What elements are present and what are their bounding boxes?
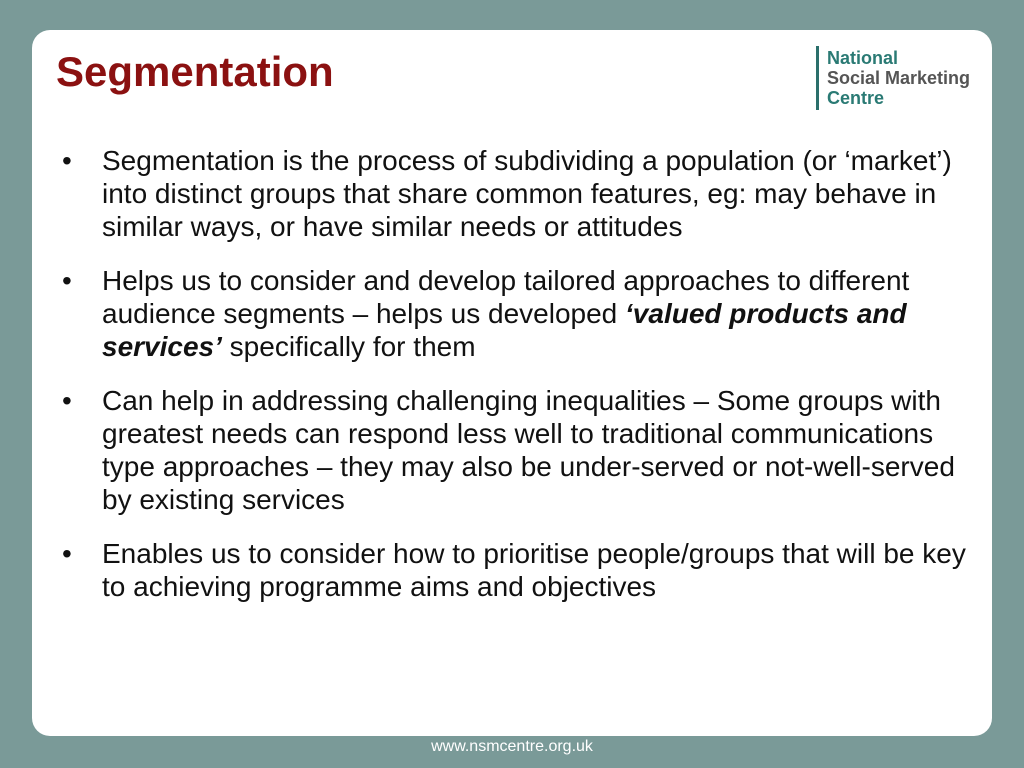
bullet-emphasis: ‘valued products and services’ <box>102 298 907 362</box>
bullet-list <box>60 144 970 624</box>
bullet-text: Enables us to consider how to prioritise people/groups that will be key to achieving programme aims and objectives <box>102 538 966 602</box>
bullet-text: Can help in addressing challenging inequalities – Some groups with greatest needs can respond less well to traditional communications type approaches – they may also be under-served or not-well-served by existing services <box>102 385 955 515</box>
bullet-marker: • <box>62 265 72 296</box>
bullet-marker: • <box>62 385 72 416</box>
logo-divider <box>816 46 819 110</box>
logo-line-3: Centre <box>827 88 885 108</box>
bullet-item-inequalities <box>60 384 970 516</box>
bullet-item-segmentation-definition <box>60 144 970 243</box>
footer <box>0 738 1024 764</box>
bullet-item-tailored-approaches <box>60 264 970 363</box>
bullet-marker: • <box>62 538 72 569</box>
bullet-item-prioritise <box>60 537 970 603</box>
bullet-text: Helps us to consider and develop tailored approaches to different audience segments – helps us developed <box>102 265 910 329</box>
slide-title: Segmentation <box>56 48 334 95</box>
nsmc-logo <box>816 46 970 110</box>
bullet-text-tail: specifically for them <box>221 331 476 362</box>
logo-line-1: National <box>827 48 899 68</box>
bullet-marker: • <box>62 145 72 176</box>
logo-text <box>827 46 970 110</box>
bullet-text: Segmentation is the process of subdividing a population (or ‘market’) into distinct groups that share common features, eg: may behave in similar ways, or have similar needs or attitudes <box>102 145 952 242</box>
logo-line-2: Social Marketing <box>827 68 971 88</box>
slide-card <box>32 30 992 736</box>
footer-url: www.nsmcentre.org.uk <box>431 738 593 755</box>
